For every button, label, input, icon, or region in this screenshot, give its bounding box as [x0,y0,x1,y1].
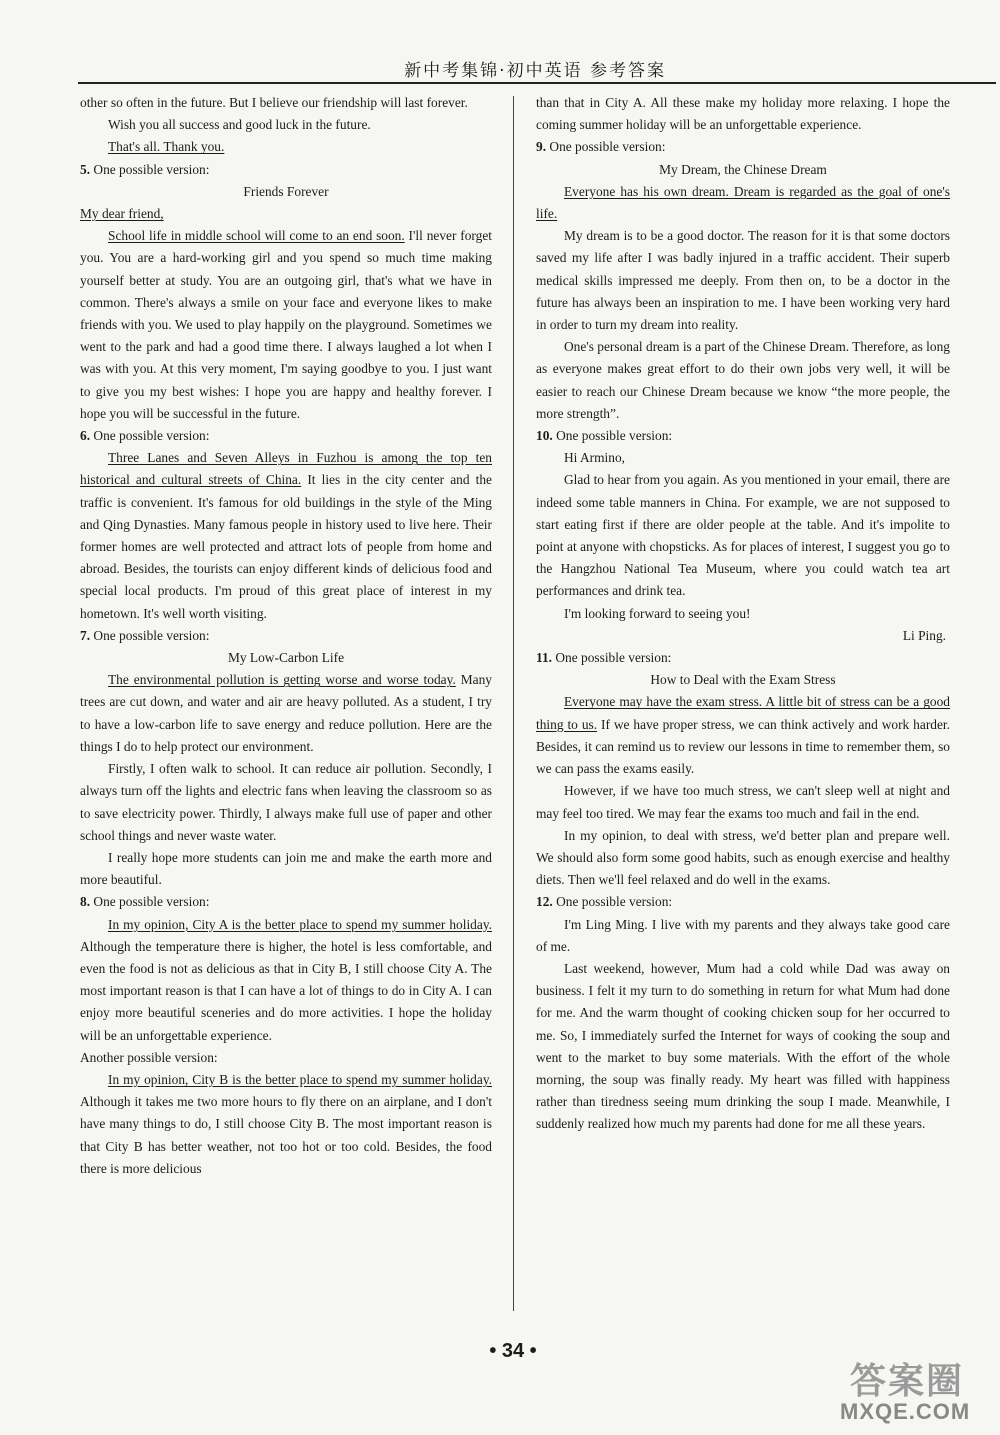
another-version-label: Another possible version: [80,1049,218,1065]
paragraph: Glad to hear from you again. As you mentioned in your email, there are indeed some table manners in China. For example, we are not supposed to start eating first if there are older people at the table. And it's impolite to point at anyone with chopsticks. As for places of interest, I suggest you go to the Hangzhou National Tea Museum, where you could watch tea art performances and drink tea. [536,472,950,599]
paragraph [80,1069,492,1180]
greeting: Hi Armino, [564,450,626,466]
underlined-text: Everyone may have the exam stress. A little bit of stress can be a good thing to us. [536,694,950,732]
answer-9-heading [536,136,950,158]
underlined-text: The environmental pollution is getting worse and worse today. [108,672,456,688]
answer-11-heading [536,647,950,669]
answer-number: 8. [80,894,91,910]
paragraph [80,225,492,425]
answer-6-heading [80,425,492,447]
paragraph: I really hope more students can join me and make the earth more and more beautiful. [80,849,492,888]
answer-label: One possible version: [552,894,673,910]
answer-number: 9. [536,139,547,155]
paragraph: Firstly, I often walk to school. It can reduce air pollution. Secondly, I always turn off the lights and electric fans when leaving the classroom so as to save electricity power. Thirdly, I always make full use of paper and other school things and never waste water. [80,761,492,843]
signature: Li Ping. [902,627,946,643]
answer-5-heading [80,159,492,181]
underlined-text: My dear friend, [80,206,164,222]
paragraph: One's personal dream is a part of the Chinese Dream. Therefore, as long as everyone makes great effort to do their own jobs very well, it will be easier to reach our Chinese Dream because we know “the more people, the more strength”. [536,339,950,421]
left-column [80,92,492,1180]
answer-number: 11. [536,650,552,666]
underlined-text: In my opinion, City A is the better place to spend my summer holiday. [108,916,492,932]
paragraph [80,136,492,158]
paragraph: than that in City A. All these make my holiday more relaxing. I hope the coming summer holiday will be an unforgettable experience. [536,95,950,133]
answer-number: 10. [536,428,553,444]
watermark-glyphs: 答案圈 [850,1360,965,1401]
paragraph [536,181,950,225]
page-number: • 34 • [489,1340,537,1362]
underlined-text: In my opinion, City B is the better place to spend my summer holiday. [108,1071,492,1087]
paragraph-body: Although it takes me two more hours to fly there on an airplane, and I don't have many things to do, I still choose City B. The most important reason is that City B has better weather, not too hot or too cold. Besides, the food there is more delicious [80,1094,492,1176]
greeting [80,203,492,225]
paragraph [80,669,492,758]
right-column [536,92,950,1136]
answer-number: 6. [80,428,91,444]
answer-label: One possible version: [546,139,666,155]
answer-label: One possible version: [90,627,210,643]
answer-label: One possible version: [90,894,210,910]
paragraph: However, if we have too much stress, we can't sleep well at night and may feel too tired. We may fear the exams too much and fail in the end. [536,783,950,821]
paragraph [80,914,492,1047]
essay-title: My Dream, the Chinese Dream [659,161,827,177]
paragraph: Wish you all success and good luck in the future. [108,117,371,133]
paragraph: I'm Ling Ming. I live with my parents and they always take good care of me. [536,916,950,954]
answer-label: One possible version: [90,161,210,177]
answer-label: One possible version: [552,428,673,444]
paragraph-body: Although the temperature there is higher, the hotel is less comfortable, and even the food is not as delicious as that in City B, I still choose City A. The most important reason is that I can have a lot of things to do in City A. I can enjoy more beautiful sceneries and do more activities. I hope the holiday will be an unforgettable experience. [80,938,492,1043]
paragraph: I'm looking forward to seeing you! [564,605,751,621]
paragraph: My dream is to be a good doctor. The reason for it is that some doctors saved my life after I was badly injured in a traffic accident. Their superb medical skills impressed me deeply. From then on, to be a doctor in the future has always been an inspiration to me. I have been working very hard in order to turn my dream into reality. [536,228,950,333]
underlined-text: School life in middle school will come to an end soon. [108,228,405,244]
answer-7-heading [80,625,492,647]
paragraph: other so often in the future. But I believe our friendship will last forever. [80,95,468,110]
paragraph [536,691,950,780]
answer-10-heading [536,425,950,447]
paragraph: In my opinion, to deal with stress, we'd better plan and prepare well. We should also form some good habits, such as enough exercise and healthy diets. Then we'll feel relaxed and do well in the exams. [536,827,950,888]
answer-number: 7. [80,627,91,643]
paragraph [80,447,492,625]
underlined-text: Three Lanes and Seven Alleys in Fuzhou is among the top ten historical and cultural streets of China. [80,450,492,488]
watermark-url: MXQE.COM [840,1399,971,1424]
answer-number: 12. [536,894,553,910]
answer-12-heading [536,891,950,913]
page-header [78,52,996,84]
paragraph: Last weekend, however, Mum had a cold while Dad was away on business. I felt it my turn to do something in return for what Mum had done for me. And the warm thought of cooking chicken soup for her occurred to me. So, I immediately surfed the Internet for ways of cooking the soup and went to the market to buy some materials. With the effort of the whole morning, the soup was finally ready. My heart was filled with happiness rather than tiredness seeing mum drinking the soup I made. Meanwhile, I suddenly realized how much my parents had done for me all these years. [536,960,950,1132]
paragraph-body: Many trees are cut down, and water and air are heavy polluted. As a student, I try to have a low-carbon life to save energy and reduce pollution. Here are the things I do to help protect our environment. [80,672,492,754]
column-divider [513,96,514,1311]
answer-number: 5. [80,161,91,177]
paragraph-body: It lies in the city center and the traffic is convenient. It's famous for old buildings in the style of the Ming and Qing Dynasties. Many famous people in history used to live here. Their former homes are well protected and attract lots of people from home and abroad. Besides, the tourists can enjoy different kinds of delicious food and special local products. I'm proud of this great place of interest in my hometown. It's well worth visiting. [80,472,493,621]
essay-title: My Low-Carbon Life [227,650,345,666]
essay-title: Friends Forever [243,183,329,199]
header-title: 新中考集锦·初中英语 参考答案 [404,61,666,81]
answer-8-heading [80,891,492,913]
answer-label: One possible version: [90,428,210,444]
paragraph-body: If we have proper stress, we can think actively and work harder. Besides, it can remind us to review our lessons in time to remember them, so we can pass the exams easily. [536,716,950,777]
paragraph-body: I'll never forget you. You are a hard-working girl and you spend so much time making yourself better at study. You are an outgoing girl, that's what we have in common. There's always a smile on your face and everyone likes to make friends with you. We used to play happily on the playground. Sometimes we went to the park and had a good time there. I always laughed a lot when I was with you. At this very moment, I'm saying goodbye to you. I just want to give you my best wishes: I hope you are happy and healthy forever. I hope you will be successful in the future. [80,228,492,421]
watermark-logo [840,1353,1000,1431]
essay-title: How to Deal with the Exam Stress [650,672,836,688]
underlined-text: Everyone has his own dream. Dream is regarded as the goal of one's life. [536,183,950,222]
answer-label: One possible version: [552,650,672,666]
underlined-text: That's all. Thank you. [108,139,225,155]
